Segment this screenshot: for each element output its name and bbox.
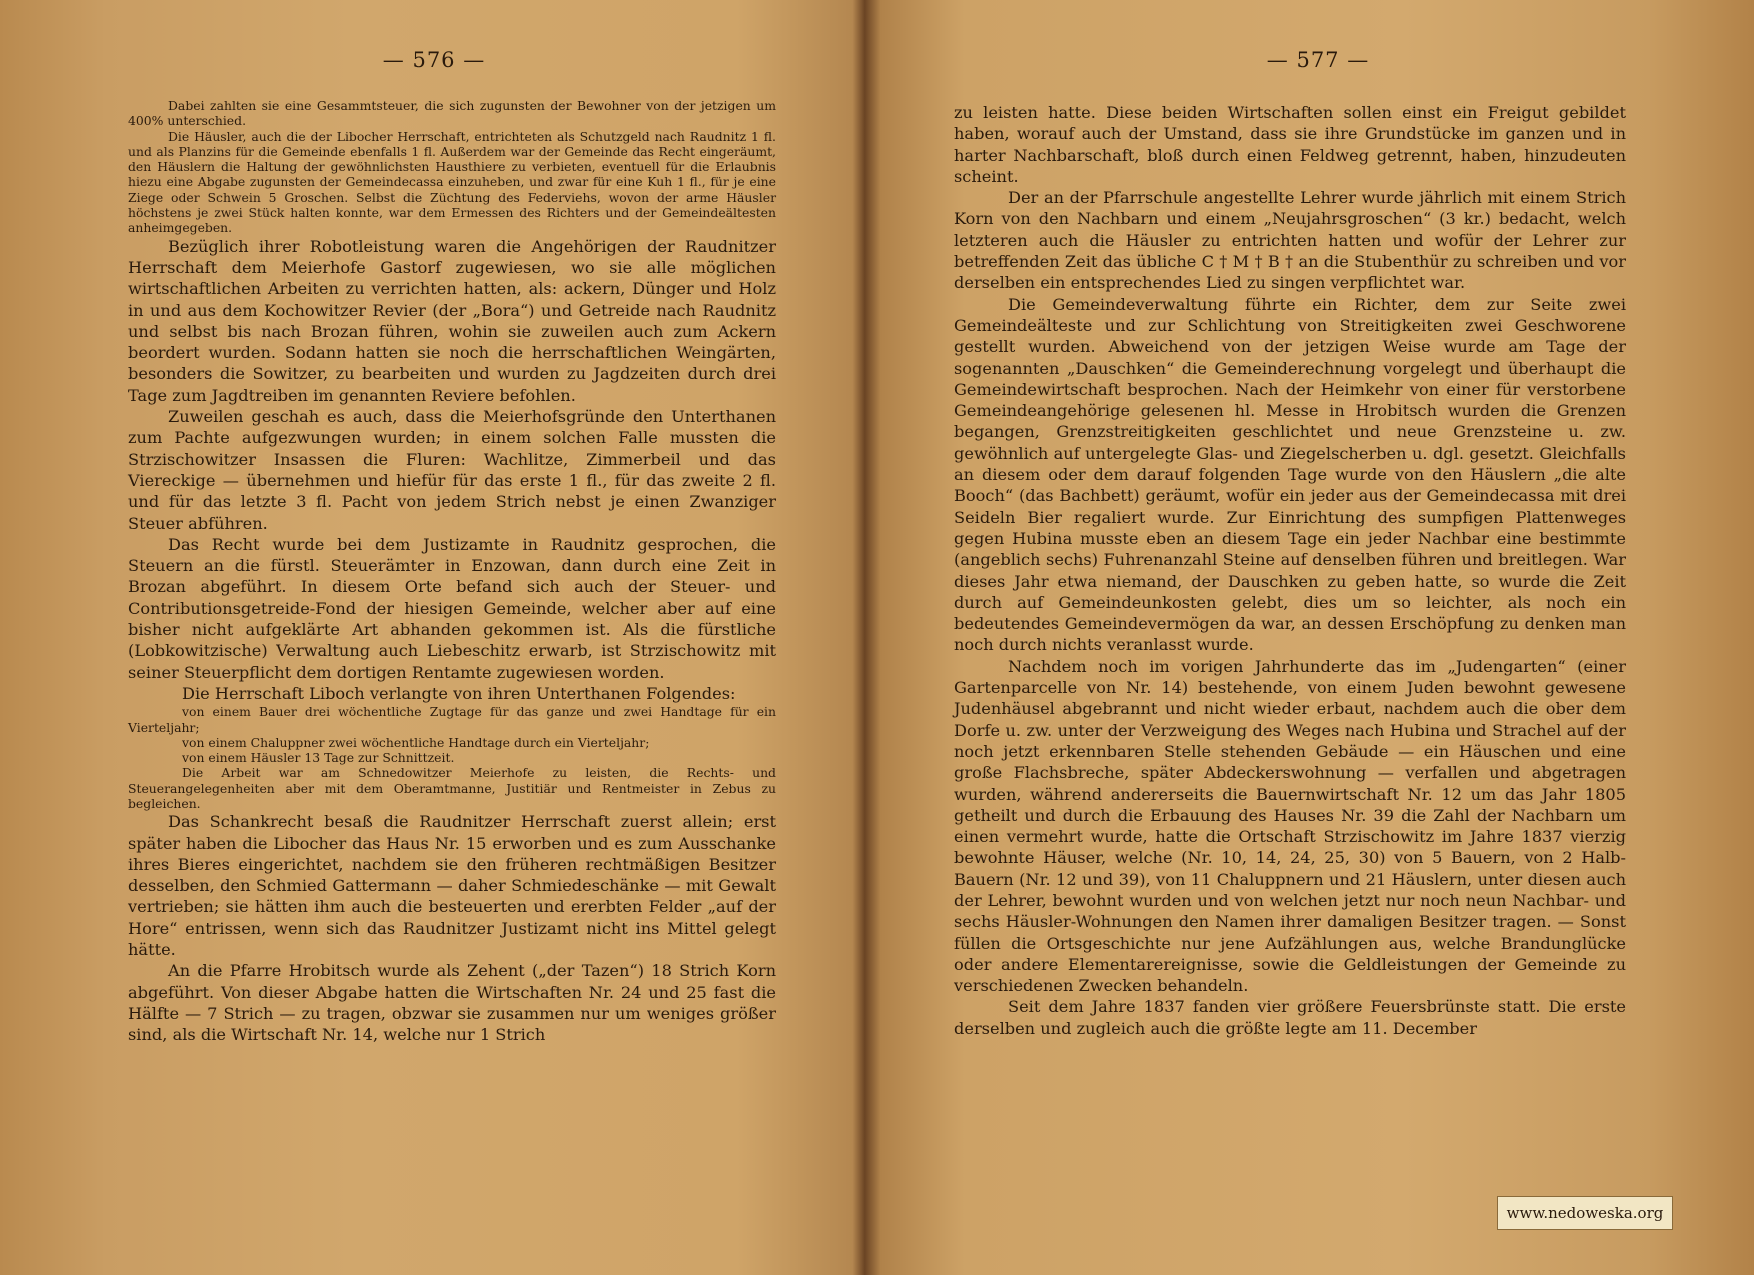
page-body <box>128 98 776 1046</box>
paragraph: Die Häusler, auch die der Libocher Herrschaft, entrichteten als Schutzgeld nach Raudnitz 1 fl. und als Planzins für die Gemeinde ebenfalls 1 fl. Außerdem war der Gemeinde das Recht eingeräumt, den Häuslern die Haltung der gewöhnlichsten Hausthiere zu verbieten, eventuell für die Erlaubnis hiezu eine Abgabe zugunsten der Gemeindecassa einzuheben, und zwar für eine Kuh 1 fl., für je eine Ziege oder Schwein 5 Groschen. Selbst die Züchtung des Federviehs, wovon der arme Häusler höchstens je zwei Stück halten konnte, war dem Ermessen des Richters und der Gemeindeältesten anheimgegeben. <box>128 128 776 236</box>
paragraph: Dabei zahlten sie eine Gesammtsteuer, die sich zugunsten der Bewohner von der jetzigen um 400% unterschied. <box>128 98 776 129</box>
paragraph: Die Gemeindeverwaltung führte ein Richter, dem zur Seite zwei Gemeindeälteste und zur Schlichtung von Streitigkeiten zwei Geschworene gestellt wurden. Abweichend von der jetzigen Weise wurde am Tage der sogenannten „Dauschken“ die Gemeinderechnung vorgelegt und überhaupt die Gemeindewirtschaft besprochen. Nach der Heimkehr von einer für verstorbene Gemeindeangehörige gelesenen hl. Messe in Hrobitsch wurden die Grenzen begangen, Grenzstreitigkeiten geschlichtet und neue Grenzsteine u. zw. gewöhnlich auf untergelegte Glas- und Ziegelscherben u. dgl. gesetzt. Gleichfalls an diesem oder dem darauf folgenden Tage wurde von den Häuslern „die alte Booch“ (das Bachbett) geräumt, wofür ein jeder aus der Gemeindecassa mit drei Seideln Bier regaliert wurde. Zur Einrichtung des sumpfigen Plattenweges gegen Hubina musste eben an diesem Tage ein jeder Nachbar eine bestimmte (angeblich sechs) Fuhrenanzahl Steine auf denselben führen und breitlegen. War dieses Jahr etwa niemand, der Dauschken zu geben hatte, so wurde die Zeit durch auf Gemeindeunkosten gelebt, dies um so leichter, als noch ein bedeutendes Gemeindevermögen da war, an dessen Erschöpfung zu denken man noch durch nichts veranlasst wurde. <box>954 294 1626 655</box>
paragraph: von einem Bauer drei wöchentliche Zugtage für das ganze und zwei Handtage für ein Vierteljahr; <box>128 704 776 735</box>
paragraph: von einem Chaluppner zwei wöchentliche Handtage durch ein Vierteljahr; <box>182 734 650 750</box>
paragraph: Das Recht wurde bei dem Justizamte in Raudnitz gesprochen, die Steuern an die fürstl. Steuerämter in Enzowan, dann durch eine Zeit in Brozan abgeführt. In diesem Orte befand sich auch der Steuer- und Contributionsgetreide-Fond der hiesigen Gemeinde, welcher aber auf eine bisher nicht aufgeklärte Art abhanden gekommen ist. Als die fürstliche (Lobkowitzische) Verwaltung auch Liebeschitz erwarb, ist Strzischowitz mit seiner Steuerpflicht dem dortigen Rentamte zugewiesen worden. <box>128 534 776 682</box>
page-body <box>954 102 1626 1039</box>
paragraph: zu leisten hatte. Diese beiden Wirtschaften sollen einst ein Freigut gebildet haben, worauf auch der Umstand, dass sie ihre Grundstücke im ganzen und in harter Nachbarschaft, bloß durch einen Feldweg getrennt, haben, hinzudeuten scheint. <box>954 103 1626 186</box>
paragraph: Nachdem noch im vorigen Jahrhunderte das im „Judengarten“ (einer Gartenparcelle von Nr. 14) bestehende, von einem Juden bewohnt gewesene Judenhäusel abgebrannt und nicht wieder erbaut, nachdem auch die ober dem Dorfe u. zw. unter der Verzweigung des Weges nach Hubina und Strachel auf der noch jetzt erkennbaren Stelle stehenden Gebäude — ein Häuschen und eine große Flachsbreche, später Abdeckerswohnung — verfallen und abgetragen wurden, während andererseits die Bauernwirtschaft Nr. 12 um das Jahr 1805 getheilt und durch die Erbauung des Hauses Nr. 39 die Zahl der Nachbarn um einen vermehrt wurde, hatte die Ortschaft Strzischowitz im Jahre 1837 vierzig bewohnte Häuser, welche (Nr. 10, 14, 24, 25, 30) von 5 Bauern, von 2 Halb-Bauern (Nr. 12 und 39), von 11 Chaluppnern und 21 Häuslern, unter diesen auch der Lehrer, bewohnt wurden und von welchen jetzt nur noch neun Nachbar- und sechs Häusler-Wohnungen den Namen ihrer damaligen Besitzer tragen. — Sonst füllen die Ortsgeschichte nur jene Aufzählungen aus, welche Brandunglücke oder andere Elementarereignisse, sowie die Geldleistungen der Gemeinde zu verschiedenen Zwecken behandeln. <box>954 656 1626 996</box>
paragraph: Zuweilen geschah es auch, dass die Meierhofsgründe den Unterthanen zum Pachte aufgezwungen wurden; in einem solchen Falle mussten die Strzischowitzer Insassen die Fluren: Wachlitze, Zimmerbeil und das Viereckige — übernehmen und hiefür für das erste 1 fl., für das zweite 2 fl. und für das letzte 3 fl. Pacht von jedem Strich nebst je einen Zwanziger Steuer abführen. <box>128 407 776 533</box>
paragraph: Das Schankrecht besaß die Raudnitzer Herrschaft zuerst allein; erst später haben die Libocher das Haus Nr. 15 erworben und es zum Ausschanke ihres Bieres eingerichtet, nachdem sie den früheren rechtmäßigen Besitzer desselben, den Schmied Gattermann — daher Schmiedeschänke — mit Gewalt vertrieben; sie hätten ihm auch die besteuerten und ererbten Felder „auf der Hore“ entrissen, wenn sich das Raudnitzer Justizamt nicht ins Mittel gelegt hätte. <box>128 812 776 960</box>
page-number: — 577 — <box>1266 48 1370 72</box>
watermark-label: www.nedoweska.org <box>1497 1196 1673 1230</box>
paragraph: Der an der Pfarrschule angestellte Lehrer wurde jährlich mit einem Strich Korn von den Nachbarn und einem „Neujahrsgroschen“ (3 kr.) bedacht, welch letzteren auch die Häusler zu entrichten hatten und wofür der Lehrer zur betreffenden Zeit das übliche C † M † B † an die Stubenthür zu schreiben und vor derselben ein entsprechendes Lied zu singen verpflichtet war. <box>954 188 1626 293</box>
paragraph: Die Arbeit war am Schnedowitzer Meierhofe zu leisten, die Rechts- und Steuerangelegenheiten aber mit dem Oberamtmanne, Justitiär und Rentmeister in Zebus zu begleichen. <box>128 765 776 811</box>
paragraph: Die Herrschaft Liboch verlangte von ihren Unterthanen Folgendes: <box>182 683 736 703</box>
right-page <box>882 0 1754 1275</box>
page-number: — 576 — <box>382 48 486 72</box>
left-page <box>0 0 868 1275</box>
paragraph: von einem Häusler 13 Tage zur Schnittzeit. <box>182 750 455 766</box>
paragraph: Seit dem Jahre 1837 fanden vier größere Feuersbrünste statt. Die erste derselben und zugleich auch die größte legte am 11. December <box>954 997 1626 1038</box>
paragraph: An die Pfarre Hrobitsch wurde als Zehent („der Tazen“) 18 Strich Korn abgeführt. Von dieser Abgabe hatten die Wirtschaften Nr. 24 und 25 fast die Hälfte — 7 Strich — zu tragen, obzwar sie zusammen nur um weniges größer sind, als die Wirtschaft Nr. 14, welche nur 1 Strich <box>128 961 776 1045</box>
paragraph: Bezüglich ihrer Robotleistung waren die Angehörigen der Raudnitzer Herrschaft dem Meierhofe Gastorf zugewiesen, wo sie alle möglichen wirtschaftlichen Arbeiten zu verrichten hatten, als: ackern, Dünger und Holz in und aus dem Kochowitzer Revier (der „Bora“) und Getreide nach Raudnitz und selbst bis nach Brozan führen, wohin sie zuweilen auch zum Ackern beordert wurden. Sodann hatten sie noch die herrschaftlichen Weingärten, besonders die Sowitzer, zu bearbeiten und wurden zu Jagdzeiten durch drei Tage zum Jagdtreiben im genannten Reviere befohlen. <box>128 236 776 405</box>
